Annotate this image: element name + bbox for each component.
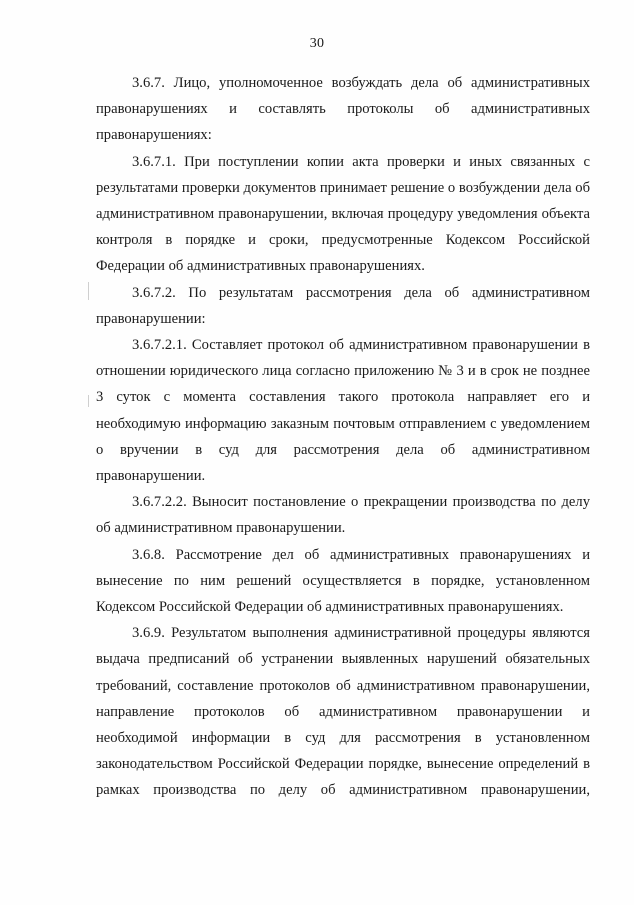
- page-number: 30: [309, 36, 325, 51]
- paragraph-3-6-7-2: 3.6.7.2. По результатам рассмотрения дела об административном правонарушении:: [96, 284, 590, 327]
- scan-margin-mark: [88, 282, 89, 300]
- scan-margin-mark: [88, 395, 89, 407]
- paragraph-3-6-9: 3.6.9. Результатом выполнения административной процедуры являются выдача предписаний об устранении выявленных нарушений обязательных требований, составление протоколов об административном правонарушении, направление протоколов об административном правонарушении и необходимой информации в суд для рассмотрения в установленном законодательством Российской Федерации порядке, вынесение определений в рамках производства по делу об административном правонарушении,: [96, 625, 590, 799]
- paragraph-3-6-8: 3.6.8. Рассмотрение дел об административных правонарушениях и вынесение по ним решений осуществляется в порядке, установленном Кодексом Российской Федерации об административных правонарушениях.: [96, 546, 590, 616]
- paragraph-3-6-7: 3.6.7. Лицо, уполномоченное возбуждать дела об административных правонарушениях и составлять протоколы об административных правонарушениях:: [96, 75, 590, 144]
- document-body: [96, 70, 590, 804]
- paragraph-3-6-7-2-2: 3.6.7.2.2. Выносит постановление о прекращении производства по делу об административном правонарушении.: [96, 494, 590, 537]
- paragraph-3-6-7-1: 3.6.7.1. При поступлении копии акта проверки и иных связанных с результатами проверки документов принимает решение о возбуждении дела об административном правонарушении, включая процедуру уведомления объекта контроля в порядке и сроки, предусмотренные Кодексом Российской Федерации об административных правонарушениях.: [96, 153, 590, 275]
- paragraph-3-6-7-2-1: 3.6.7.2.1. Составляет протокол об административном правонарушении в отношении юридического лица согласно приложению № 3 и в срок не позднее 3 суток с момента составления такого протокола направляет его и необходимую информацию заказным почтовым отправлением с уведомлением о вручении в суд для рассмотрения дела об административном правонарушении.: [96, 337, 590, 485]
